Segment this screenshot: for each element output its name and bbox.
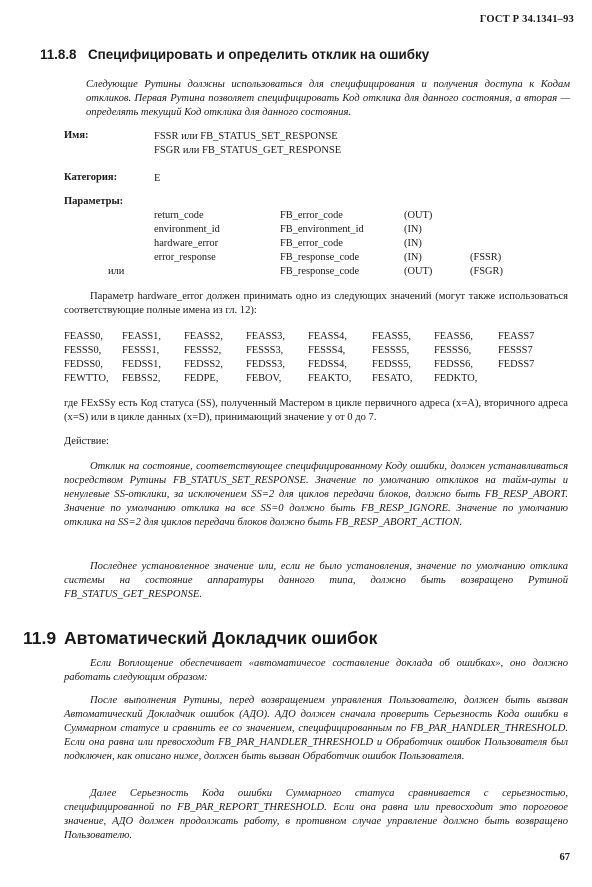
hardware-error-paragraph: Параметр hardware_error должен принимать одно из следующих значений (могут также использоваться соответствующие полные имена из гл. 12): — [64, 291, 568, 316]
error-code: FEDSS6, — [434, 359, 473, 370]
category-label: Категория: — [64, 172, 118, 183]
section-number: 11.8.8 — [40, 47, 77, 62]
parameter-row — [108, 209, 526, 223]
error-code: FEASS5, — [372, 331, 411, 342]
parameter-type: FB_error_code — [280, 238, 343, 249]
parameter-prefix — [108, 223, 154, 237]
parameter-dir: (OUT) — [404, 266, 433, 277]
error-code: FESSS0, — [64, 345, 102, 356]
parameter-note — [470, 209, 526, 223]
parameter-note: (FSSR) — [470, 252, 502, 263]
error-codes-table — [64, 330, 550, 386]
params-label: Параметры: — [64, 196, 124, 207]
routine-names — [154, 130, 341, 158]
parameter-type: FB_environment_id — [280, 224, 364, 235]
page-number: 67 — [559, 852, 570, 863]
error-code: FEDSS1, — [122, 359, 161, 370]
parameter-prefix — [108, 237, 154, 251]
error-code: FEDSS3, — [246, 359, 285, 370]
section-heading-11-8-8 — [40, 47, 429, 62]
error-code: FESSS5, — [372, 345, 410, 356]
parameter-row — [108, 223, 526, 237]
parameter-type: FB_response_code — [280, 252, 360, 263]
parameter-dir: (OUT) — [404, 210, 433, 221]
section-title: Автоматический Докладчик ошибок — [64, 628, 378, 648]
error-codes-row — [64, 358, 550, 372]
error-code: FEASS2, — [184, 331, 223, 342]
parameter-row — [108, 265, 526, 279]
routine-name-2: FSGR или FB_STATUS_GET_RESPONSE — [154, 145, 342, 156]
parameter-name: environment_id — [154, 224, 220, 235]
error-code: FEDSS5, — [372, 359, 411, 370]
parameters-table — [108, 209, 526, 279]
section-number: 11.9 — [23, 628, 57, 648]
intro-paragraph: Следующие Рутины должны использоваться для специфицирования и получения доступа к Кодам откликов. Первая Рутина позволяет специфицировать Код отклика для данного состояния, а вторая — определять текущий Код отклика для данного состояния. — [86, 79, 570, 118]
error-code: FEASS1, — [122, 331, 161, 342]
error-code: FEAKTO, — [308, 373, 352, 384]
error-code: FEDPE, — [184, 373, 219, 384]
parameter-name: error_response — [154, 252, 216, 263]
error-code: FEDSS4, — [308, 359, 347, 370]
where-paragraph: где FExSSy есть Код статуса (SS), полученный Мастером в цикле первичного адреса (x=A), вторичного адреса (x=S) или в цикле данных (x=D), принимающий значение y от 0 до 7. — [64, 398, 568, 423]
parameter-prefix — [108, 209, 154, 223]
error-code: FESSS6, — [434, 345, 472, 356]
error-code: FEDSS2, — [184, 359, 223, 370]
standard-header: ГОСТ Р 34.1341–93 — [479, 14, 574, 25]
action-label: Действие: — [64, 436, 109, 447]
section-11-9-paragraph-3: Далее Серьезность Кода ошибки Суммарного статуса сравнивается с серьезностью, специфицированной по FB_PAR_REPORT_THRESHOLD. Если она равна или превосходит это пороговое значение, АДО должен продолжать работу, в противном случае управление должно быть возвращено Пользователю. — [64, 788, 568, 841]
parameter-dir: (IN) — [404, 252, 422, 263]
error-code: FESSS1, — [122, 345, 160, 356]
parameter-prefix — [108, 251, 154, 265]
parameter-type: FB_error_code — [280, 210, 343, 221]
error-code: FEWTTO, — [64, 373, 109, 384]
error-code: FEBSS2, — [122, 373, 161, 384]
section-11-9-paragraph-2: После выполнения Рутины, перед возвращением управления Пользователю, должен быть вызван Автоматический Докладчик ошибок (АДО). АДО должен сначала проверить Серьезность Кода ошибки в Суммарном статусе и сравнить ее со значением, специфицированным по FB_PAR_HANDLER_THRESHOLD. Если она равна или превосходит FB_PAR_HANDLER_THRESHOLD и Обработчик ошибок Пользователя был подключен, как описано ниже, должен быть вызван Обработчик ошибок Пользователя. — [64, 695, 568, 762]
error-code: FEBOV, — [246, 373, 282, 384]
error-code: FESSS3, — [246, 345, 284, 356]
section-11-9-paragraph-1: Если Воплощение обеспечивает «автоматичесое составление доклада об ошибках», оно должно работать следующим образом: — [64, 658, 568, 683]
error-code: FESSS7 — [498, 345, 533, 356]
error-code: FEDKTO, — [434, 373, 478, 384]
error-codes-row — [64, 330, 550, 344]
parameter-note — [470, 223, 526, 237]
parameter-dir: (IN) — [404, 238, 422, 249]
action-paragraph-1: Отклик на состояние, соответствующее специфицированному Коду ошибки, должен устанавливаться посредством Рутины FB_STATUS_SET_RESPONSE. Значение по умолчанию откликов на тайм-ауты и ненулевые SS-отклики, за исключением SS=2 для циклов передачи блоков, должно быть FB_RESP_ABORT. Значение по умолчанию отклика на все SS=0 должно быть FB_RESP_IGNORE. Значение по умолчанию отклика на SS=2 для циклов передачи блоков должно быть FB_RESP_ABORT_ACTION. — [64, 461, 568, 528]
parameter-name — [154, 265, 280, 279]
category-value: E — [154, 173, 161, 184]
error-code: FESATO, — [372, 373, 413, 384]
error-code — [498, 372, 550, 386]
parameter-note — [470, 237, 526, 251]
section-title: Специфицировать и определить отклик на ошибку — [88, 47, 430, 62]
error-code: FEASS4, — [308, 331, 347, 342]
error-codes-row — [64, 344, 550, 358]
parameter-prefix: или — [108, 266, 125, 277]
parameter-dir: (IN) — [404, 224, 422, 235]
parameter-note: (FSGR) — [470, 266, 503, 277]
error-code: FESSS2, — [184, 345, 222, 356]
error-code: FEASS6, — [434, 331, 473, 342]
error-codes-row — [64, 372, 550, 386]
name-label: Имя: — [64, 130, 89, 141]
parameter-name: hardware_error — [154, 238, 219, 249]
parameter-name: return_code — [154, 210, 204, 221]
error-code: FESSS4, — [308, 345, 346, 356]
parameter-row — [108, 251, 526, 265]
error-code: FEASS0, — [64, 331, 103, 342]
error-code: FEASS3, — [246, 331, 285, 342]
parameter-type: FB_response_code — [280, 266, 360, 277]
parameter-row — [108, 237, 526, 251]
routine-name-1: FSSR или FB_STATUS_SET_RESPONSE — [154, 131, 338, 142]
error-code: FEDSS0, — [64, 359, 103, 370]
error-code: FEASS7 — [498, 331, 535, 342]
action-paragraph-2: Последнее установленное значение или, если не было установления, значение по умолчанию отклика системы на состояние аппаратуры данного типа, должно быть возвращено Рутиной FB_STATUS_GET_RESPONSE. — [64, 561, 568, 600]
section-heading-11-9 — [23, 628, 377, 649]
error-code: FEDSS7 — [498, 359, 535, 370]
